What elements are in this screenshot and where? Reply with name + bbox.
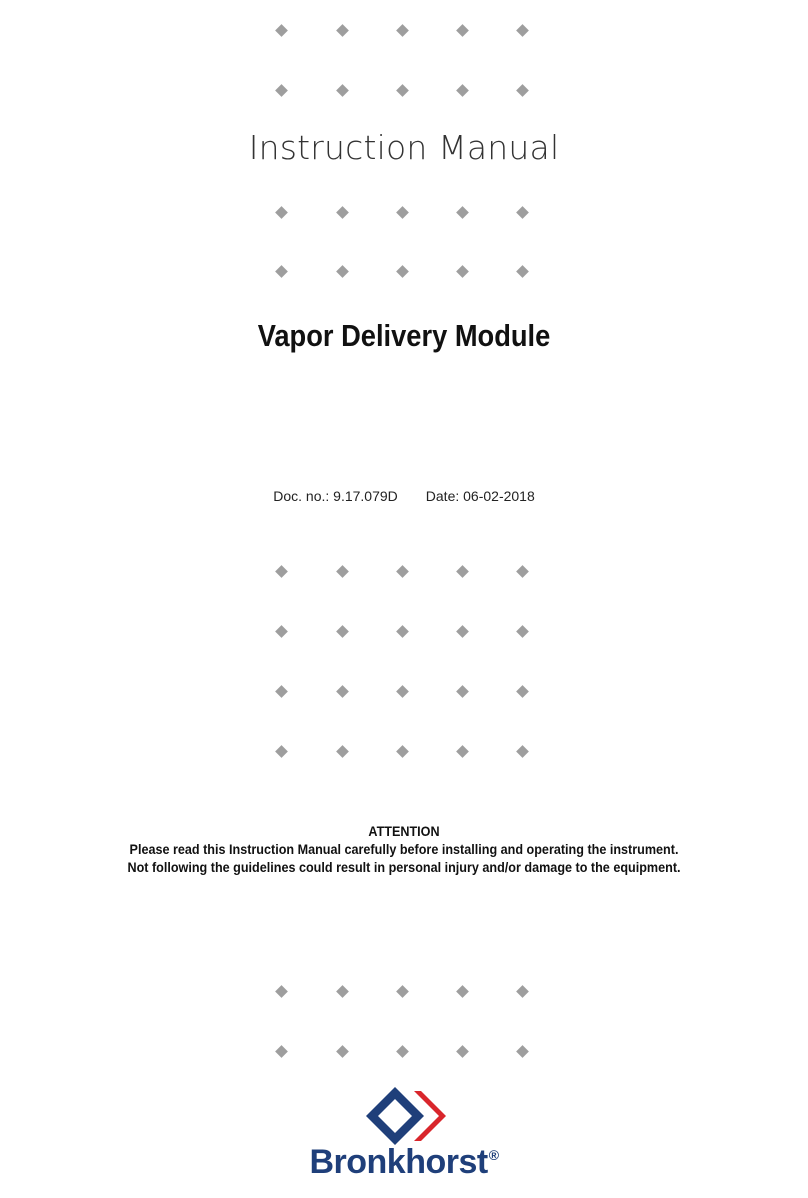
- attention-line: Not following the guidelines could result in personal injury and/or damage to the equipment.: [127, 859, 681, 875]
- diamond-dot-icon: [396, 84, 409, 97]
- dot-row: [0, 567, 808, 579]
- diamond-dot-icon: [396, 685, 409, 698]
- diamond-dot-icon: [396, 206, 409, 219]
- document-title: Vapor Delivery Module: [257, 318, 551, 353]
- diamond-dot-icon: [516, 625, 529, 638]
- diamond-dot-icon: [396, 625, 409, 638]
- dot-row: [0, 267, 808, 279]
- dot-row: [0, 987, 808, 999]
- diamond-dot-icon: [456, 84, 469, 97]
- diamond-dot-icon: [456, 1045, 469, 1058]
- dot-row: [0, 26, 808, 38]
- diamond-dot-icon: [516, 24, 529, 37]
- diamond-dot-icon: [336, 24, 349, 37]
- diamond-dot-icon: [456, 24, 469, 37]
- document-date: Date: 06-02-2018: [425, 488, 535, 504]
- diamond-dot-icon: [396, 24, 409, 37]
- diamond-dot-icon: [516, 685, 529, 698]
- diamond-dot-icon: [516, 265, 529, 278]
- diamond-dot-icon: [336, 745, 349, 758]
- diamond-dot-icon: [336, 685, 349, 698]
- attention-line: Please read this Instruction Manual carefully before installing and operating the instrument.: [129, 841, 679, 857]
- diamond-dot-icon: [275, 625, 288, 638]
- diamond-dot-icon: [516, 745, 529, 758]
- diamond-dot-icon: [275, 265, 288, 278]
- diamond-dot-icon: [275, 565, 288, 578]
- diamond-dot-icon: [396, 745, 409, 758]
- diamond-dot-icon: [456, 565, 469, 578]
- diamond-dot-icon: [516, 565, 529, 578]
- manual-subtitle: Instruction Manual: [248, 128, 560, 167]
- diamond-dot-icon: [336, 84, 349, 97]
- diamond-dot-icon: [516, 206, 529, 219]
- brand-wordmark: Bronkhorst: [309, 1143, 488, 1181]
- bronkhorst-logo-icon: [350, 1085, 460, 1147]
- document-number: Doc. no.: 9.17.079D: [273, 488, 398, 504]
- diamond-dot-icon: [396, 1045, 409, 1058]
- dot-row: [0, 208, 808, 220]
- document-meta: [0, 488, 808, 504]
- diamond-dot-icon: [336, 625, 349, 638]
- registered-mark: ®: [488, 1147, 499, 1163]
- diamond-dot-icon: [456, 206, 469, 219]
- diamond-dot-icon: [275, 1045, 288, 1058]
- diamond-dot-icon: [275, 745, 288, 758]
- dot-row: [0, 1047, 808, 1059]
- attention-heading: ATTENTION: [368, 823, 440, 839]
- diamond-dot-icon: [336, 565, 349, 578]
- dot-row: [0, 86, 808, 98]
- dot-row: [0, 747, 808, 759]
- dot-row: [0, 627, 808, 639]
- diamond-dot-icon: [336, 985, 349, 998]
- diamond-dot-icon: [275, 84, 288, 97]
- diamond-dot-icon: [336, 206, 349, 219]
- dot-row: [0, 687, 808, 699]
- diamond-dot-icon: [516, 1045, 529, 1058]
- diamond-dot-icon: [516, 84, 529, 97]
- diamond-dot-icon: [336, 265, 349, 278]
- brand-name: [0, 1143, 808, 1182]
- diamond-dot-icon: [456, 625, 469, 638]
- diamond-dot-icon: [456, 265, 469, 278]
- diamond-dot-icon: [516, 985, 529, 998]
- diamond-dot-icon: [336, 1045, 349, 1058]
- diamond-dot-icon: [456, 685, 469, 698]
- diamond-dot-icon: [275, 24, 288, 37]
- diamond-dot-icon: [456, 985, 469, 998]
- diamond-dot-icon: [396, 265, 409, 278]
- diamond-dot-icon: [275, 206, 288, 219]
- diamond-dot-icon: [275, 985, 288, 998]
- attention-notice: [0, 822, 808, 876]
- diamond-dot-icon: [396, 985, 409, 998]
- diamond-dot-icon: [275, 685, 288, 698]
- diamond-dot-icon: [456, 745, 469, 758]
- diamond-dot-icon: [396, 565, 409, 578]
